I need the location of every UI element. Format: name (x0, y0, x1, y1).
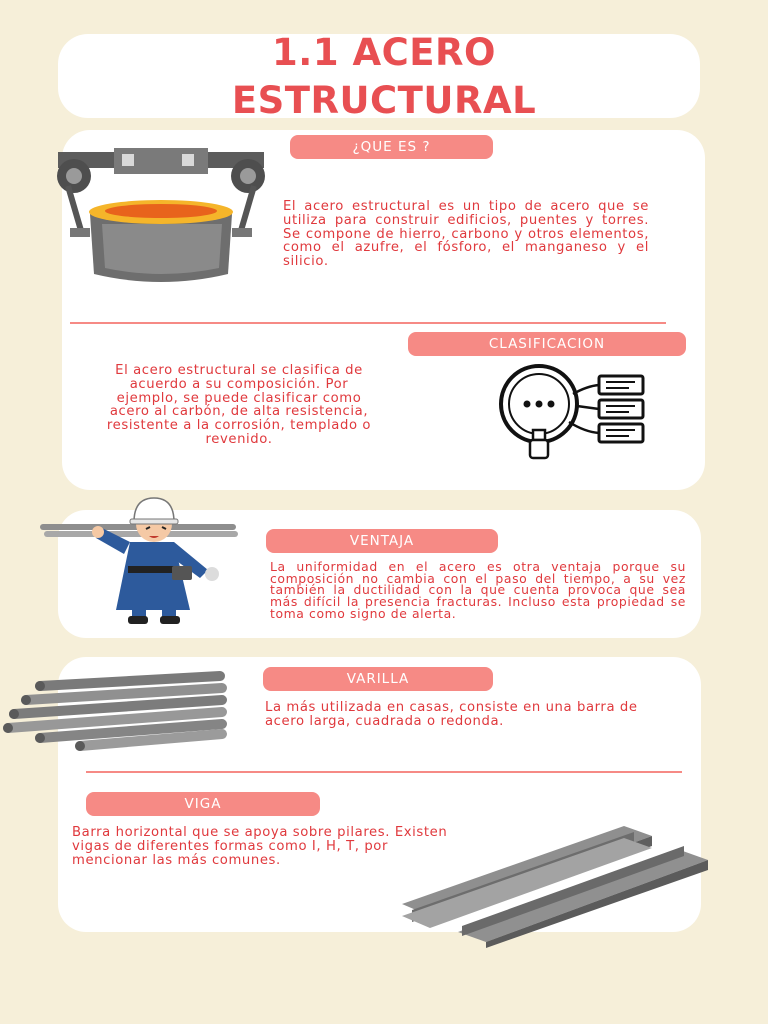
page-title-line-2: ESTRUCTURAL (231, 79, 537, 122)
viga-text: Barra horizontal que se apoya sobre pilares. Existen vigas de diferentes formas como I, H, T, por mencionar las más comunes. (72, 825, 448, 868)
section-label-viga: VIGA (86, 792, 320, 816)
section-label-clasificacion: CLASIFICACION (408, 332, 686, 356)
magnifier-list-icon (495, 372, 647, 460)
varilla-text: La más utilizada en casas, consiste en una barra de acero larga, cuadrada o redonda. (265, 700, 638, 729)
clasificacion-text: El acero estructural se clasifica de acuerdo a su composición. Por ejemplo, se puede clasificar como acero al carbón, de alta resistencia, resistente a la corrosión, templado o revenido. (106, 363, 372, 447)
rebar-bundle-icon (0, 672, 224, 752)
section-divider (86, 771, 682, 773)
steel-beams-icon (402, 826, 712, 948)
construction-worker-icon (40, 494, 240, 630)
section-divider (70, 322, 666, 324)
section-label-varilla: VARILLA (263, 667, 493, 691)
section-label-ventaja: VENTAJA (266, 529, 498, 553)
ventaja-text: La uniformidad en el acero es otra ventaja porque su composición no cambia con el paso del tiempo, a su vez también la ductilidad con la que cuenta provoca que sea más difícil la presencia fracturas. Incluso esta propiedad se toma como signo de alerta. (270, 559, 686, 621)
page-title-line-1: 1.1 ACERO (272, 31, 496, 74)
que-es-text: El acero estructural es un tipo de acero que se utiliza para construir edificios, puentes y torres. Se compone de hierro, carbono y otros elementos, como el azufre, el fósforo, el manganeso y el silicio. (283, 199, 649, 270)
steel-ladle-icon (52, 138, 270, 288)
section-label-que-es: ¿QUE ES ? (290, 135, 493, 159)
